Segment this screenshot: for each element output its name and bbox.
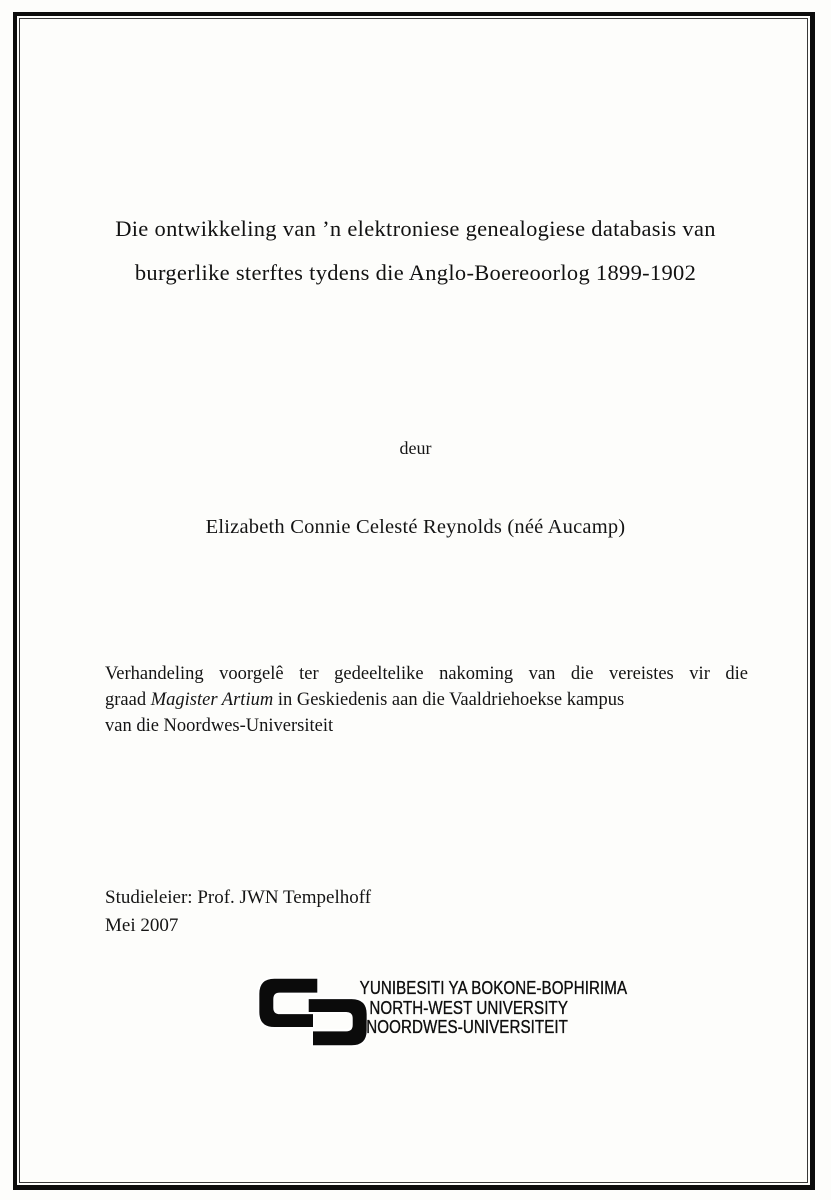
logo-text-afrikaans: NOORDWES-UNIVERSITEIT — [366, 1017, 568, 1037]
university-logo — [256, 968, 628, 1068]
degree-statement-line2 — [105, 688, 748, 714]
supervisor-block — [105, 884, 371, 940]
degree-name-italic: Magister Artium — [150, 689, 274, 710]
degree-statement-line2-pre: graad — [105, 689, 151, 710]
degree-statement-line2-post: in Geskiedenis aan die Vaaldriehoekse kampus — [273, 689, 625, 710]
byline-deur: deur — [399, 438, 432, 458]
logo-text-english: NORTH-WEST UNIVERSITY — [369, 997, 568, 1018]
thesis-title-line2: burgerlike sterftes tydens die Anglo-Boereoorlog 1899-1902 — [134, 260, 697, 285]
thesis-title-line1: Die ontwikkeling van ’n elektroniese genealogiese databasis van — [115, 216, 716, 241]
university-logo-text — [359, 978, 628, 1038]
date-line: Mei 2007 — [105, 915, 179, 936]
thesis-title — [58, 207, 773, 295]
author-name: Elizabeth Connie Celesté Reynolds (néé Aucamp) — [205, 516, 626, 538]
degree-statement-line1: Verhandeling voorgelê ter gedeeltelike nakoming van die vereistes vir die — [105, 664, 748, 684]
degree-statement — [105, 662, 748, 739]
supervisor-line: Studieleier: Prof. JWN Tempelhoff — [105, 887, 372, 908]
nwu-chainlink-logo-icon — [256, 968, 370, 1056]
degree-statement-line3: van die Noordwes-Universiteit — [105, 715, 334, 736]
logo-text-setswana: YUNIBESITI YA BOKONE-BOPHIRIMA — [359, 978, 628, 998]
